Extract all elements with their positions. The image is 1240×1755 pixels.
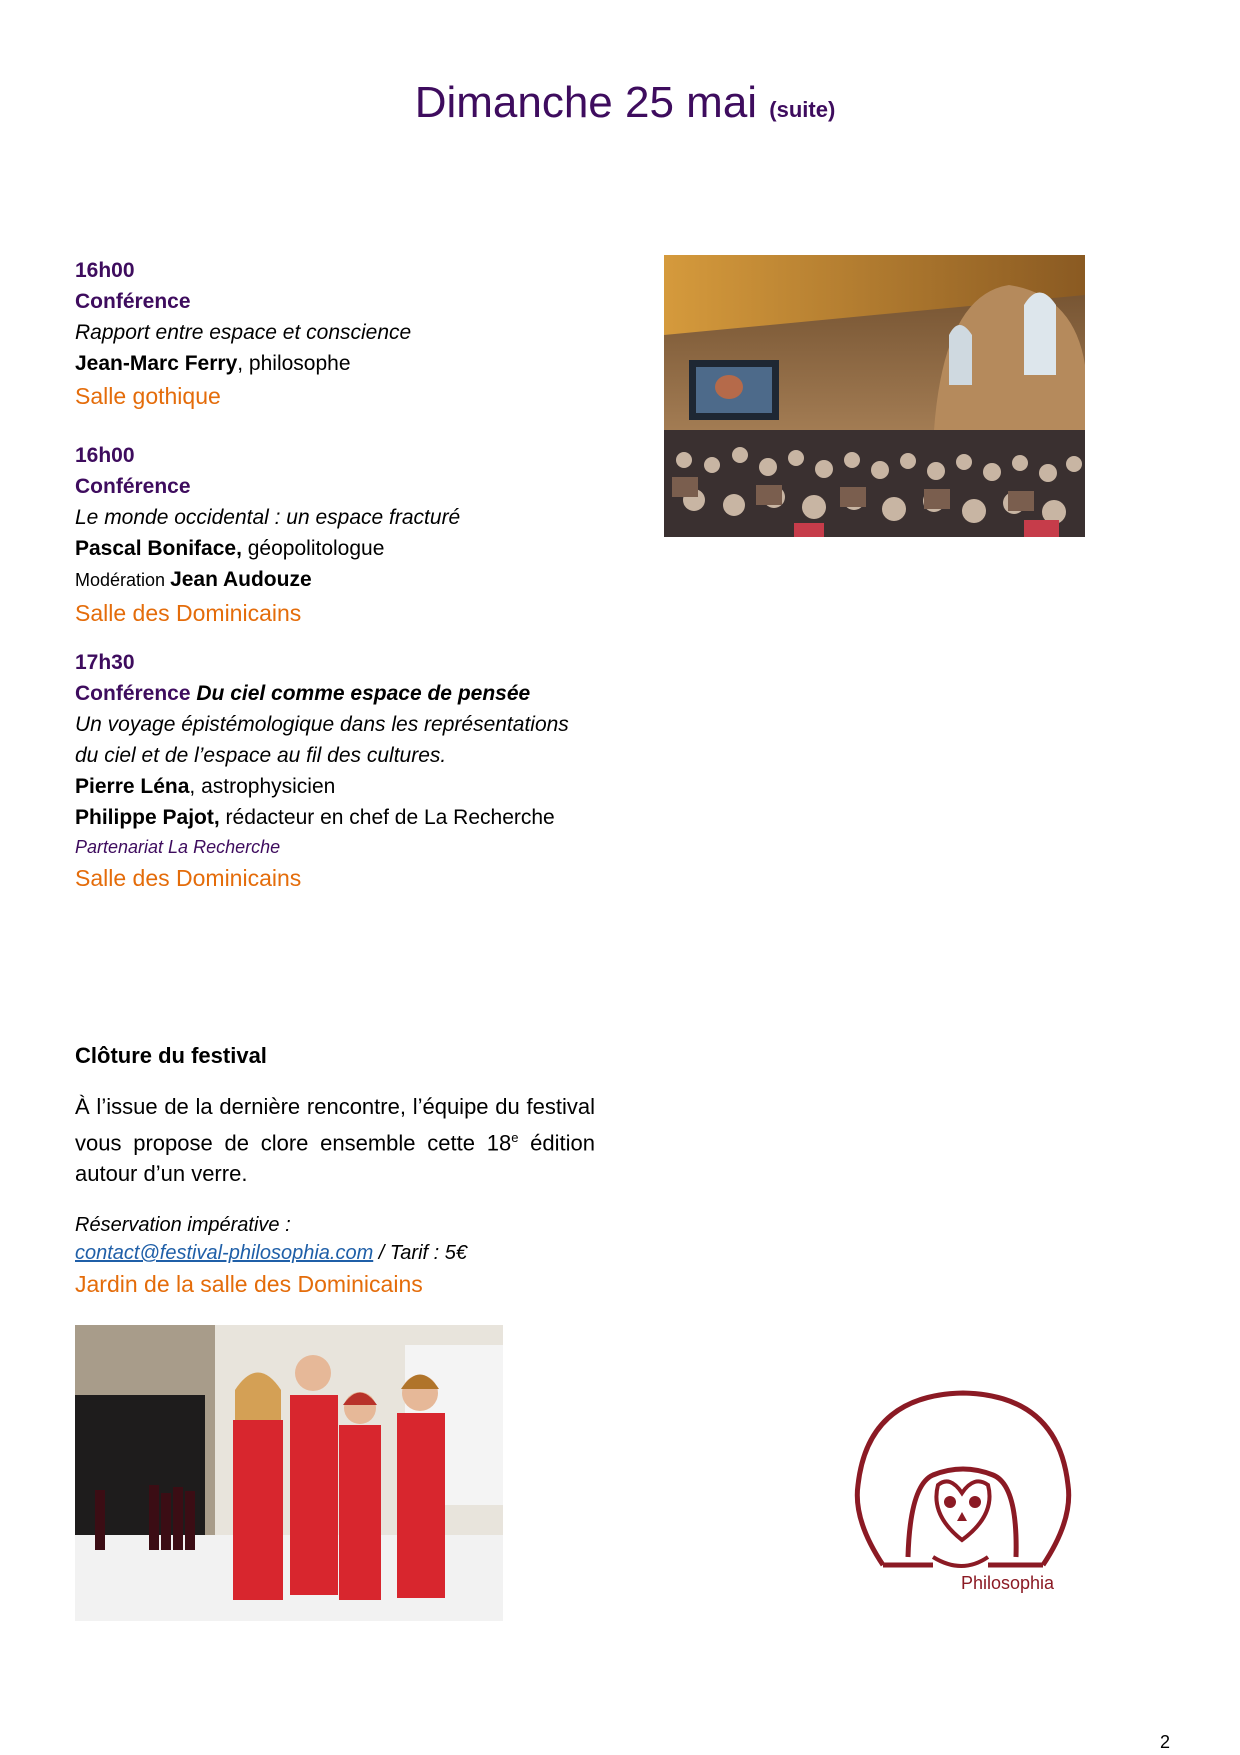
- closing-paragraph-text-1: À l’issue de la dernière rencontre, l’équipe du festival vous propose de clore ensemble cette 18: [75, 1094, 595, 1156]
- closing-paragraph: [75, 1091, 595, 1189]
- page-number: 2: [1159, 1732, 1170, 1752]
- event-place: Salle des Dominicains: [75, 600, 302, 626]
- tariff: / Tarif : 5€: [373, 1242, 467, 1265]
- event-time: 16h00: [75, 259, 135, 282]
- logo-wordmark: Philosophia: [961, 1573, 1055, 1593]
- page-title-day: Dimanche 25 mai: [414, 78, 758, 127]
- moderation-label: Modération: [75, 570, 171, 590]
- event-speaker: [75, 533, 600, 564]
- event-3: [75, 647, 600, 895]
- moderator-name: Jean Audouze: [170, 568, 312, 591]
- speaker-role: , philosophe: [237, 352, 351, 375]
- speaker-role: rédacteur en chef de La Recherche: [219, 806, 555, 829]
- conference-hall-illustration: [664, 255, 1085, 537]
- event-speaker: [75, 348, 600, 379]
- event-kind-title: Du ciel comme espace de pensée: [190, 682, 531, 705]
- festival-team-photo: [75, 1325, 503, 1621]
- event-speaker-2: [75, 802, 600, 833]
- closing-paragraph-sup: e: [511, 1130, 519, 1145]
- closing-heading: Clôture du festival: [75, 1043, 267, 1068]
- event-kind: Conférence: [75, 290, 191, 313]
- philosophia-logo: [838, 1375, 1088, 1615]
- speaker-name: Pascal Boniface,: [75, 537, 242, 560]
- reservation-label: Réservation impérative :: [75, 1214, 291, 1237]
- event-subject-line-2: du ciel et de l’espace au fil des cultures.: [75, 744, 447, 767]
- event-1: [75, 255, 600, 413]
- event-kind: [75, 678, 600, 709]
- closing-place: Jardin de la salle des Dominicains: [75, 1271, 423, 1298]
- event-kind-label: Conférence: [75, 682, 191, 705]
- event-subject-line-1: Un voyage épistémologique dans les représentations: [75, 713, 569, 736]
- closing-section: [75, 1040, 600, 1301]
- event-place: Salle des Dominicains: [75, 865, 302, 891]
- event-speaker-1: [75, 771, 600, 802]
- page-title: [0, 78, 1240, 128]
- speaker-role: , astrophysicien: [189, 775, 336, 798]
- page-title-suite: (suite): [769, 97, 836, 122]
- event-subject: Rapport entre espace et conscience: [75, 321, 412, 344]
- festival-team-illustration: [75, 1325, 503, 1621]
- event-time: 16h00: [75, 444, 135, 467]
- contact-email-link[interactable]: contact@festival-philosophia.com: [75, 1242, 374, 1265]
- event-kind: Conférence: [75, 475, 191, 498]
- conference-hall-photo: [664, 255, 1085, 537]
- speaker-name: Pierre Léna: [75, 775, 190, 798]
- speaker-name: Philippe Pajot,: [75, 806, 220, 829]
- reservation-contact: [75, 1239, 600, 1267]
- event-2: [75, 440, 600, 630]
- event-time: 17h30: [75, 651, 135, 674]
- event-partner: Partenariat La Recherche: [75, 837, 281, 857]
- closing-paragraph-text-2: édition autour d’un verre.: [75, 1130, 595, 1187]
- event-place: Salle gothique: [75, 383, 221, 409]
- event-moderation: [75, 564, 600, 596]
- speaker-name: Jean-Marc Ferry: [75, 352, 238, 375]
- event-subject: Le monde occidental : un espace fracturé: [75, 506, 461, 529]
- speaker-role: géopolitologue: [241, 537, 385, 560]
